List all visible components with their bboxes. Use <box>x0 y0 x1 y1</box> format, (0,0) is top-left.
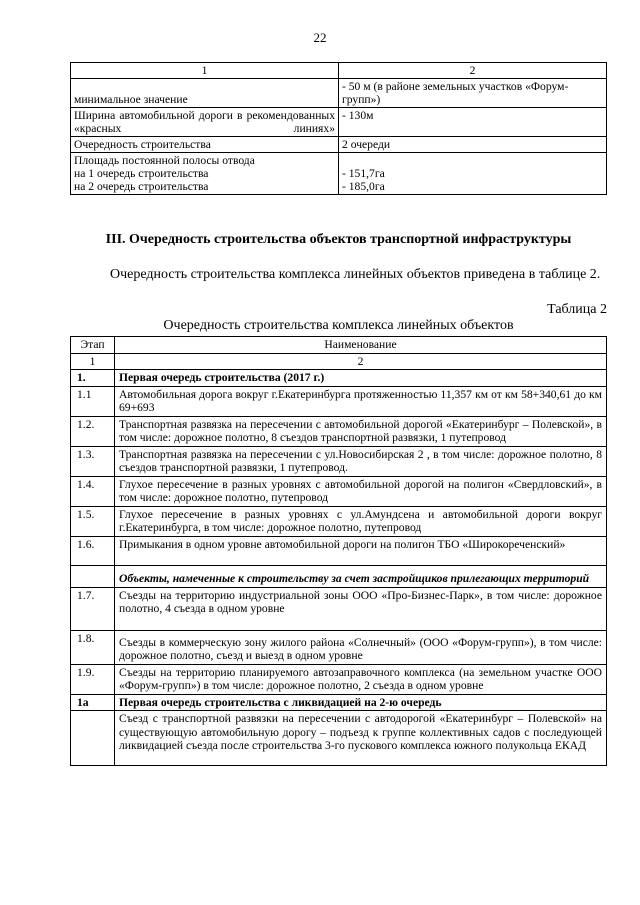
column-number: 2 <box>115 353 607 370</box>
table-row <box>71 137 607 153</box>
construction-stages-table <box>70 336 607 766</box>
stage-description: Автомобильная дорога вокруг г.Екатеринбурга протяженностью 11,357 км от км 58+340,61 до км 69+693 <box>115 386 607 416</box>
table-header-row <box>71 63 607 79</box>
stage-description: Первая очередь строительства с ликвидацией на 2-ю очередь <box>115 694 607 711</box>
param-value-line: - 185,0га <box>342 180 385 193</box>
stage-description: Транспортная развязка на пересечении с автомобильной дорогой «Екатеринбург – Полевской», в том числе: дорожное полотно, 8 съездов транспортной развязки, 1 путепровод <box>115 416 607 446</box>
param-label-line: Площадь постоянной полосы отвода <box>74 154 255 167</box>
stage-description: Транспортная развязка на пересечении с ул.Новосибирская 2 , в том числе: дорожное полотно, 8 съездов транспортной развязки, 1 путепровод. <box>115 446 607 476</box>
table-row <box>71 79 607 108</box>
param-label-line: на 2 очередь строительства <box>74 180 209 193</box>
table-label: Таблица 2 <box>547 302 607 317</box>
table-row <box>71 711 607 766</box>
param-label-text: Ширина автомобильной дороги в рекомендованных «красных линиях» <box>74 109 335 135</box>
stage-description: Примыкания в одном уровне автомобильной дороги на полигон ТБО «Широкореченский» <box>115 536 607 566</box>
table-row <box>71 536 607 566</box>
stage-description: Съезды в коммерческую зону жилого района «Солнечный» (ООО «Форум-групп»), в том числе: дорожное полотно, съезд и выезд в одном уровне <box>115 630 607 664</box>
stage-description: Съезды на территорию планируемого автозаправочного комплекса (на земельном участке ООО «Форум-групп») в том числе: дорожное полотно, 2 съезда в одном уровне <box>115 664 607 694</box>
stage-description: Глухое пересечение в разных уровнях с автомобильной дорогой на полигон «Свердловский», в том числе: дорожное полотно, путепровод <box>115 476 607 506</box>
param-label: Очередность строительства <box>71 137 339 153</box>
param-label <box>71 153 339 195</box>
param-label: минимальное значение <box>71 79 339 108</box>
stage-number <box>71 566 115 588</box>
table-title: Очередность строительства комплекса линейных объектов <box>163 318 514 333</box>
stage-description: Съезды на территорию индустриальной зоны ООО «Про-Бизнес-Парк», в том числе: дорожное полотно, 4 съезда в одном уровне <box>115 587 607 630</box>
table-row <box>71 664 607 694</box>
stage-number: 1.8. <box>71 630 115 664</box>
stage-number: 1.9. <box>71 664 115 694</box>
stage-description: Первая очередь строительства (2017 г.) <box>115 370 607 387</box>
param-value: - 130м <box>339 108 607 137</box>
stage-description: Глухое пересечение в разных уровнях с ул.Амундсена и автомобильной дороги вокруг г.Екатеринбурга, в том числе: дорожное полотно, путепровод <box>115 506 607 536</box>
param-value <box>339 153 607 195</box>
table-header-row <box>71 337 607 354</box>
stage-subheading: Объекты, намеченные к строительству за счет застройщиков прилегающих территорий <box>115 566 607 588</box>
stage-description: Съезд с транспортной развязки на пересечении с автодорогой «Екатеринбург – Полевской» на существующую автомобильную дорогу – подъезд к группе коллективных садов с последующей ликвидацией съезда после строительства 3-го пускового комплекса южного полукольца ЕКАД <box>115 711 607 766</box>
table-row <box>71 153 607 195</box>
table-row <box>71 506 607 536</box>
stage-column-header: Этап <box>71 337 115 354</box>
param-label <box>71 108 339 137</box>
table-row <box>71 446 607 476</box>
stage-number: 1а <box>71 694 115 711</box>
page-number: 22 <box>313 30 327 45</box>
table-row <box>71 386 607 416</box>
param-label-line: на 1 очередь строительства <box>74 167 209 180</box>
stage-number: 1.5. <box>71 506 115 536</box>
param-value: 2 очереди <box>339 137 607 153</box>
section-heading: III. Очередность строительства объектов транспортной инфраструктуры <box>105 232 572 247</box>
table-row <box>71 587 607 630</box>
spacer <box>342 154 603 167</box>
table-numbering-row <box>71 353 607 370</box>
table-row <box>71 694 607 711</box>
table-row <box>71 630 607 664</box>
stage-number: 1.1 <box>71 386 115 416</box>
stage-number <box>71 711 115 766</box>
stage-number: 1.4. <box>71 476 115 506</box>
stage-number: 1. <box>71 370 115 387</box>
name-column-header: Наименование <box>115 337 607 354</box>
column-header: 1 <box>71 63 339 79</box>
table-row <box>71 476 607 506</box>
param-value-line: - 151,7га <box>342 167 385 180</box>
stage-number: 1.6. <box>71 536 115 566</box>
param-value: - 50 м (в районе земельных участков «Форум-групп») <box>339 79 607 108</box>
table-row <box>71 566 607 588</box>
stage-number: 1.2. <box>71 416 115 446</box>
table-row <box>71 416 607 446</box>
stage-number: 1.7. <box>71 587 115 630</box>
column-number: 1 <box>71 353 115 370</box>
stage-number: 1.3. <box>71 446 115 476</box>
table-row <box>71 370 607 387</box>
table-row <box>71 108 607 137</box>
parameters-table <box>70 62 607 195</box>
column-header: 2 <box>339 63 607 79</box>
body-paragraph: Очередность строительства комплекса линейных объектов приведена в таблице 2. <box>110 267 601 282</box>
